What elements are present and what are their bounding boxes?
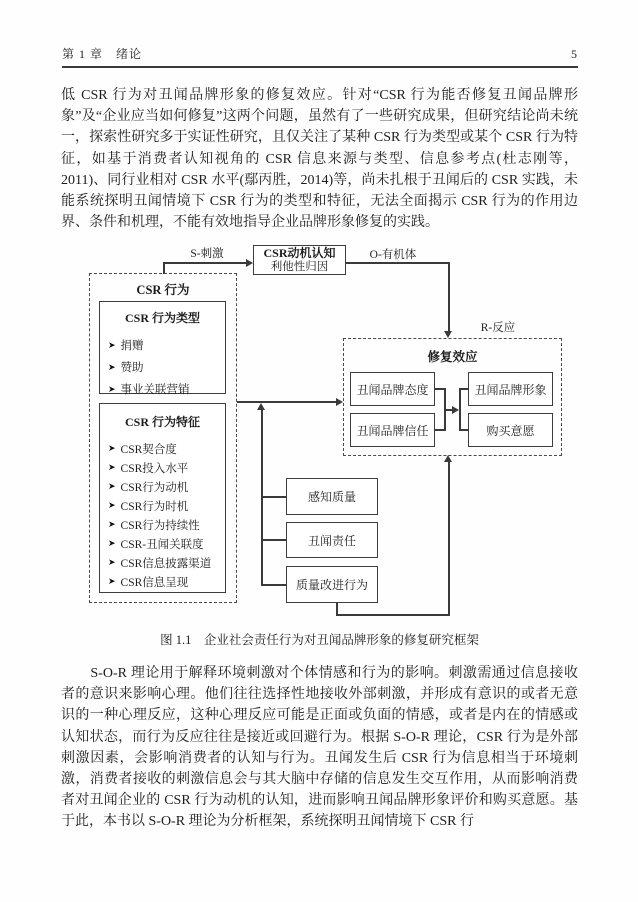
- figure-caption: 图 1.1 企业社会责任行为对丑闻品牌形象的修复研究框架: [160, 633, 479, 647]
- bullet-arrow-icon: ➤: [108, 361, 116, 372]
- bottom-route-arrowhead-icon: [444, 455, 452, 462]
- main-effect-line: [237, 401, 336, 403]
- list-item: ➤ CSR-丑闻关联度: [108, 538, 204, 551]
- scandal-responsibility-box: 丑闻责任: [286, 522, 378, 558]
- bottom-route-horizontal: [336, 614, 449, 616]
- bullet-arrow-icon: ➤: [108, 462, 116, 472]
- repair-effect-title: 修复效应: [427, 350, 478, 364]
- list-item: ➤ 捐赠: [108, 339, 144, 352]
- connector-stub-4: [459, 429, 469, 431]
- organism-arrowhead-icon: [444, 331, 452, 338]
- csr-motive-subtitle: 利他性归因: [270, 261, 329, 273]
- organism-line-vertical: [448, 262, 450, 332]
- list-item: ➤ CSR信息呈现: [108, 576, 189, 589]
- bullet-arrow-icon: ➤: [108, 557, 116, 567]
- mediator-stub-2: [261, 539, 286, 541]
- page-header: [62, 42, 578, 68]
- mediator-stub-1: [261, 496, 286, 498]
- csr-type-list: [100, 334, 225, 400]
- connector-bar-right: [459, 388, 461, 431]
- csr-type-box: [99, 301, 226, 394]
- csr-motive-title: CSR动机认知: [263, 246, 336, 260]
- stimulus-line-horizontal: [163, 262, 247, 264]
- list-item: ➤ CSR信息披露渠道: [108, 557, 212, 570]
- bullet-arrow-icon: ➤: [108, 519, 116, 529]
- response-label: R-反应: [480, 322, 516, 334]
- list-item: ➤ CSR行为持续性: [108, 519, 200, 532]
- perceived-quality-box: 感知质量: [286, 478, 378, 515]
- organism-line-horizontal: [346, 262, 449, 264]
- list-item: ➤ CSR投入水平: [108, 462, 189, 475]
- organism-label: O-有机体: [369, 249, 417, 261]
- list-item: ➤ CSR行为动机: [108, 481, 189, 494]
- bullet-arrow-icon: ➤: [108, 500, 116, 510]
- list-item: ➤ CSR行为时机: [108, 500, 189, 513]
- csr-behavior-title: CSR 行为: [136, 283, 190, 297]
- connector-stub-3: [459, 388, 469, 390]
- bottom-route-vertical-2: [448, 462, 450, 616]
- brand-image-box: 丑闻品牌形象: [468, 372, 553, 406]
- csr-motive-box: [253, 245, 346, 275]
- stimulus-label: S-刺激: [190, 248, 224, 260]
- list-item: ➤ 赞助: [108, 361, 144, 374]
- bullet-arrow-icon: ➤: [108, 481, 116, 491]
- stimulus-arrowhead-icon: [246, 259, 253, 267]
- list-item: ➤ 事业关联营销: [108, 383, 190, 396]
- connector-arrowhead-icon: [452, 406, 459, 414]
- csr-feature-title: CSR 行为特征: [124, 415, 200, 429]
- csr-type-title: CSR 行为类型: [124, 311, 200, 325]
- brand-trust-box: 丑闻品牌信任: [350, 413, 435, 447]
- csr-feature-box: [99, 403, 226, 593]
- bullet-arrow-icon: ➤: [108, 576, 116, 586]
- csr-feature-list: [100, 439, 225, 591]
- list-item: ➤ CSR契合度: [108, 443, 177, 456]
- mediator-stub-3: [261, 584, 286, 586]
- chapter-header: 第 1 章 绪论: [62, 47, 143, 61]
- bullet-arrow-icon: ➤: [108, 443, 116, 453]
- bullet-arrow-icon: ➤: [108, 339, 116, 350]
- paragraph-2: S-O-R 理论用于解释环境刺激对个体情感和行为的影响。刺激需通过信息接收者的意识来影响心理。他们往往选择性地接收外部刺激，并形成有意识的或者无意识的一种心理反应，这种心理反应可能是正面或负面的情感，或者是内在的情感或认知状态，而行为反应往往是接近或回避行为。根据 S-O-R 理论，CSR 行为是外部刺激因素，会影响消费者的认知与行为。丑闻发生后 CSR 行为信息相当于环境刺激，消费者接收的刺激信息会与其大脑中存储的信息发生交互作用，从而影响消费者对丑闻企业的 CSR 行为动机的认知，进而影响丑闻品牌形象评价和购买意愿。基于此，本书以 S-O-R 理论为分析框架，系统探明丑闻情境下 CSR 行: [61, 666, 578, 830]
- brand-attitude-box: 丑闻品牌态度: [350, 372, 435, 406]
- quality-improvement-box: 质量改进行为: [286, 566, 378, 603]
- bullet-arrow-icon: ➤: [108, 538, 116, 548]
- bullet-arrow-icon: ➤: [108, 383, 116, 394]
- main-effect-arrowhead-icon: [336, 398, 343, 406]
- framework-diagram: [60, 243, 578, 625]
- purchase-intention-box: 购买意愿: [468, 413, 553, 447]
- paragraph-1: 低 CSR 行为对丑闻品牌形象的修复效应。针对“CSR 行为能否修复丑闻品牌形象”及“企业应当如何修复”这两个问题，虽然有了一些研究成果，但研究结论尚未统一，探索性研究多于实证性研究，且仅关注了某种 CSR 行为类型或某个 CSR 行为特征，如基于消费者认知视角的 CSR 信息来源与类型、信息参考点(杜志刚等，2011)、同行业相对 CSR 水平(鄢丙胜，2014)等，尚未扎根于丑闻后的 CSR 实践，未能系统探明丑闻情境下 CSR 行为的类型和特征，无法全面揭示 CSR 行为的作用边界、条件和机理，不能有效地指导企业品牌形象修复的实践。: [61, 88, 578, 231]
- page-number: 5: [571, 47, 578, 61]
